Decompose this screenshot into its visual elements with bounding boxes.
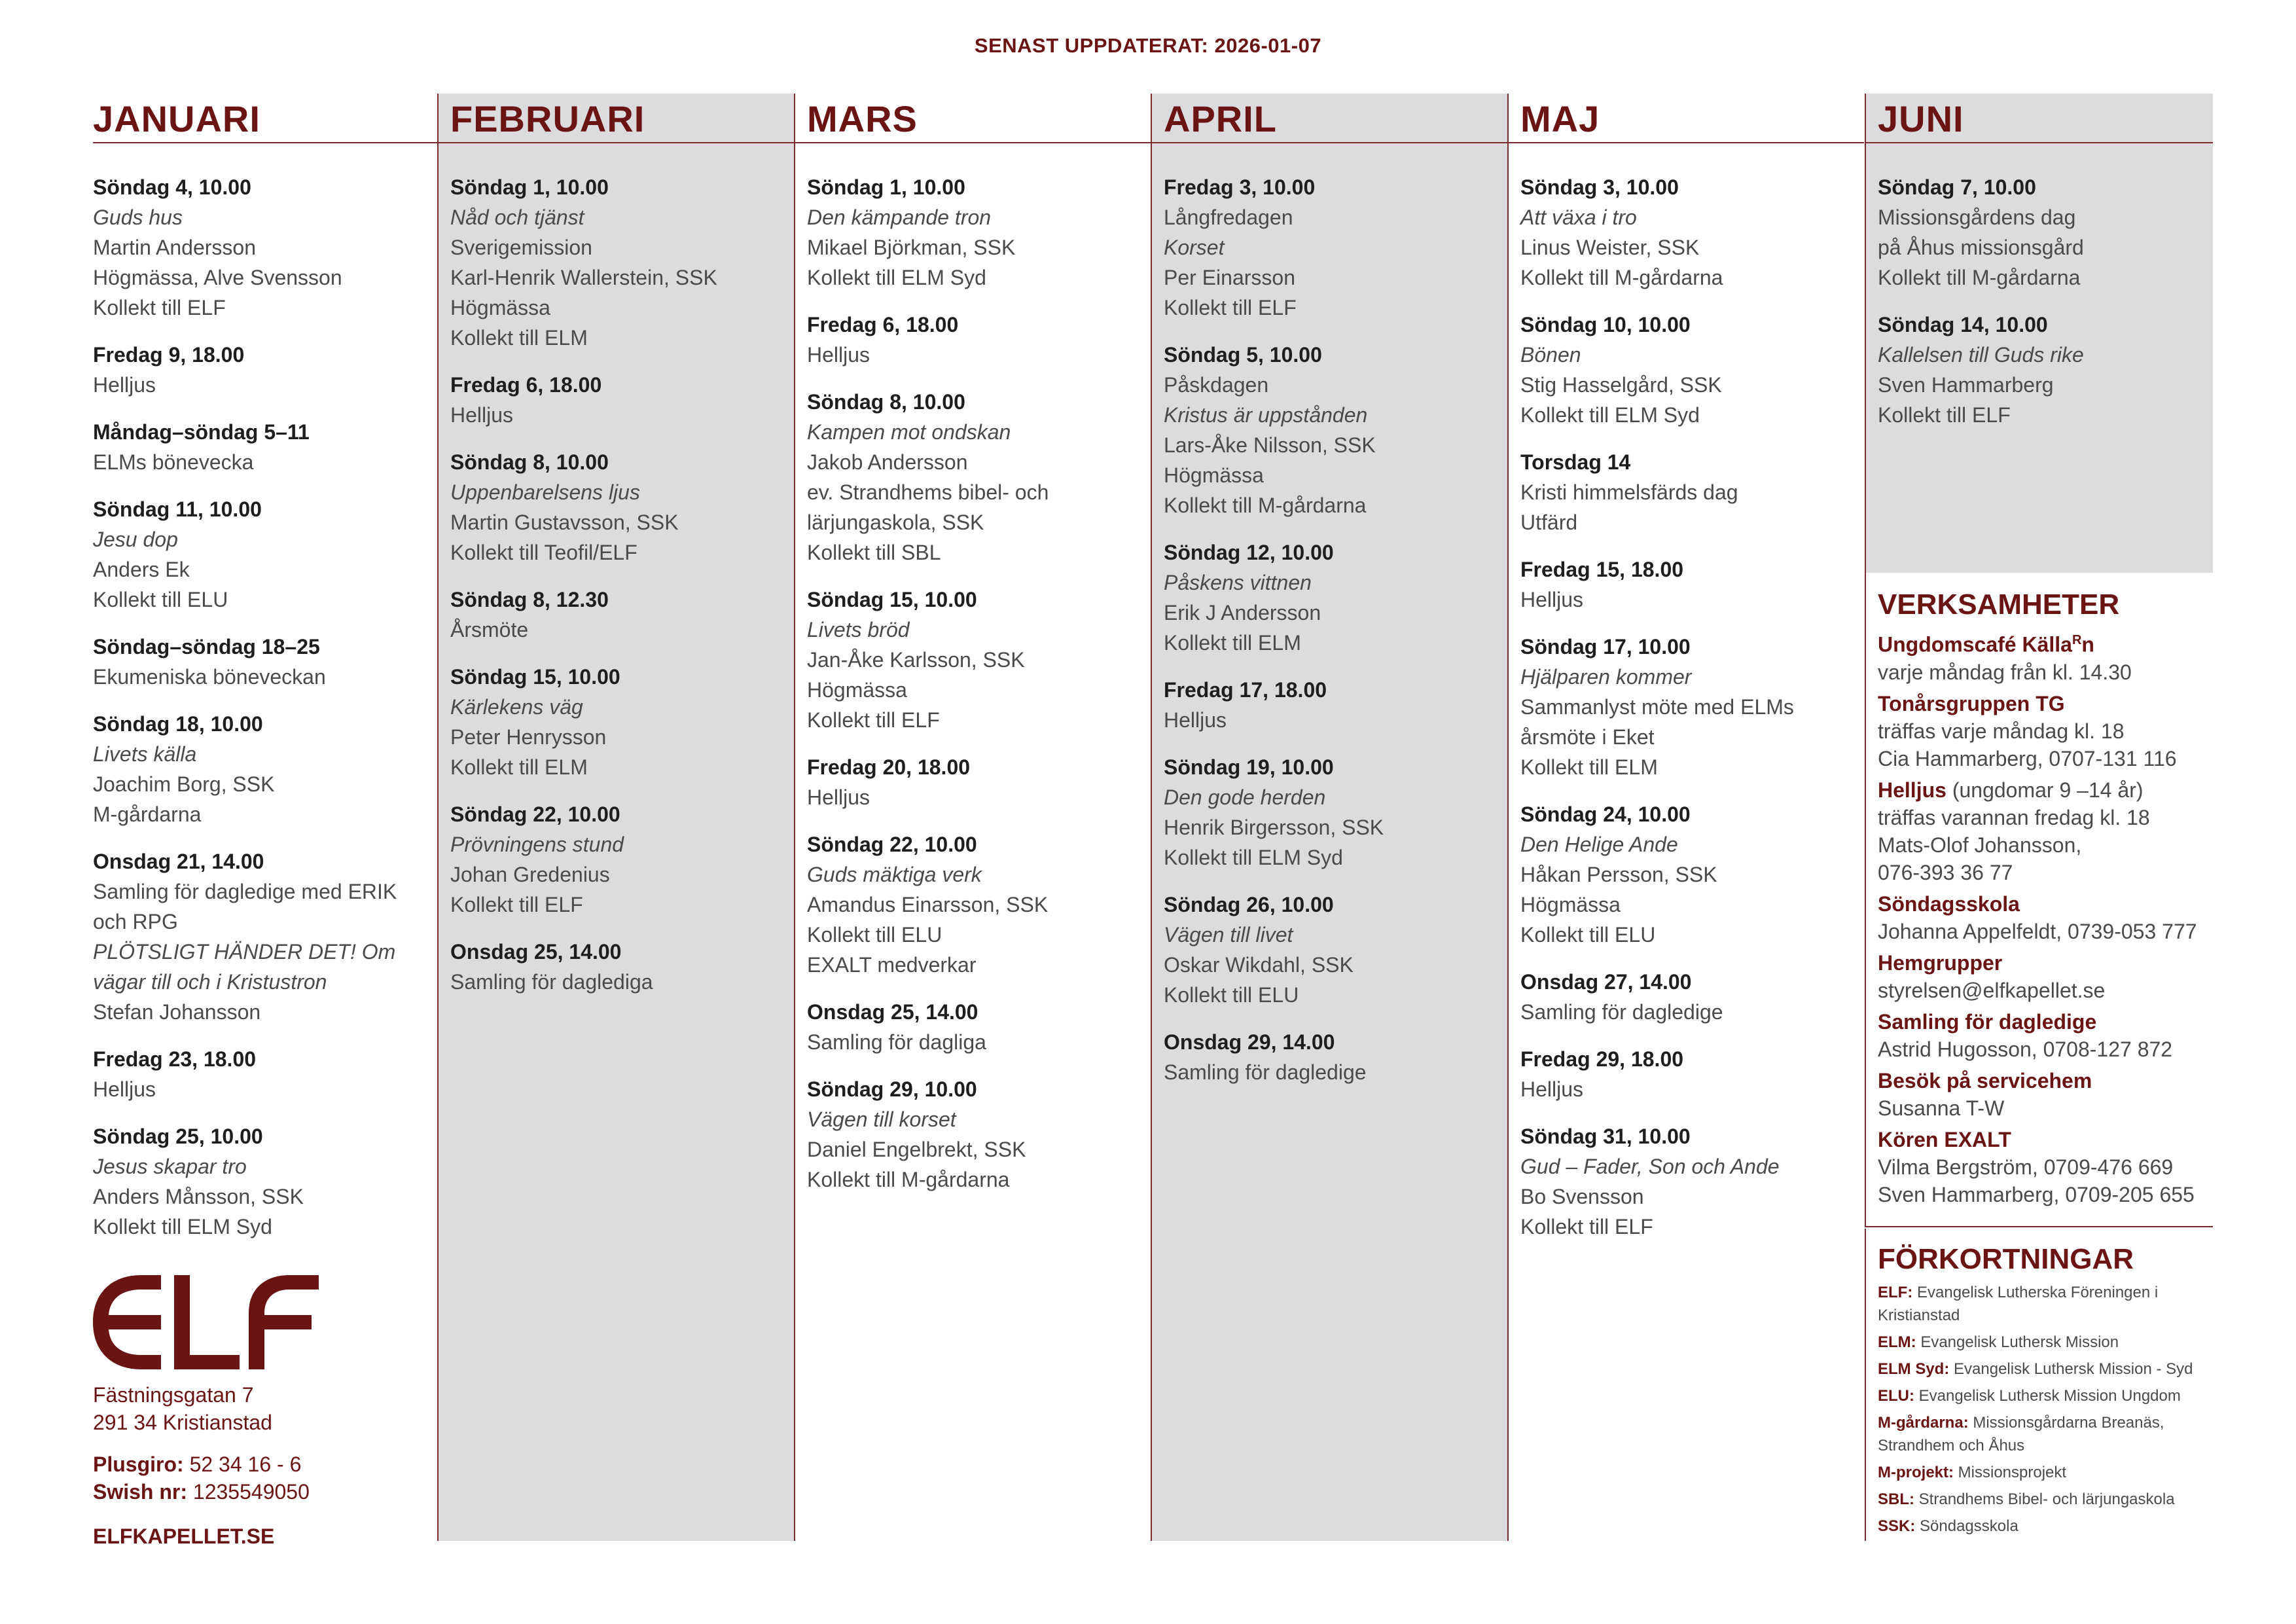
event-detail: Oskar Wikdahl, SSK	[1164, 953, 1354, 977]
abbreviation-item	[1878, 1384, 2213, 1407]
activity-item	[1878, 776, 2213, 886]
event	[1164, 340, 1507, 520]
event-date: Onsdag 29, 14.00	[1164, 1030, 1335, 1054]
event	[93, 1121, 450, 1242]
activity-name: Besök på servicehem	[1878, 1068, 2092, 1092]
event-date: Söndag 17, 10.00	[1520, 635, 1691, 659]
event-detail: årsmöte i Eket	[1520, 725, 1655, 749]
event-list	[439, 143, 794, 997]
event-detail: Ekumeniska böneveckan	[93, 665, 326, 689]
event-date: Söndag 26, 10.00	[1164, 893, 1334, 916]
event-date: Söndag 1, 10.00	[807, 175, 965, 199]
event-detail: Långfredagen	[1164, 206, 1293, 229]
event-list	[795, 143, 1151, 1195]
activity-name: Samling för dagledige	[1878, 1009, 2097, 1034]
activity-detail: träffas varannan fredag kl. 18	[1878, 805, 2150, 829]
event-theme: Prövningens stund	[450, 833, 624, 856]
activity-heading	[1878, 890, 2213, 918]
event-date: Fredag 6, 18.00	[450, 373, 602, 397]
event	[1520, 1044, 1864, 1104]
event	[1520, 1121, 1864, 1242]
event-detail: Martin Andersson	[93, 236, 257, 259]
abbreviation-item	[1878, 1411, 2213, 1457]
activity-name: Söndagsskola	[1878, 892, 2020, 916]
event-detail: Kollekt till ELU	[1164, 983, 1299, 1007]
activity-heading	[1878, 776, 2213, 804]
event-theme: Korset	[1164, 236, 1225, 259]
event-detail: M-gårdarna	[93, 803, 202, 826]
activity-detail: Mats-Olof Johansson,	[1878, 833, 2082, 857]
event-date: Söndag 11, 10.00	[93, 497, 262, 521]
event-detail: Anders Ek	[93, 558, 190, 581]
event-detail: Kollekt till M-gårdarna	[1164, 494, 1367, 517]
swish	[93, 1478, 310, 1506]
event-detail: Högmässa	[1164, 463, 1264, 487]
event-theme: Påskens vittnen	[1164, 571, 1312, 594]
event-detail: Kollekt till Teofil/ELF	[450, 541, 637, 564]
event-detail: Samling för dagledige	[1164, 1060, 1367, 1084]
event-date: Söndag 29, 10.00	[807, 1077, 977, 1101]
event	[1520, 310, 1864, 430]
activity-item	[1878, 949, 2213, 1004]
event-detail: Högmässa, Alve Svensson	[93, 266, 342, 289]
event	[1164, 890, 1507, 1010]
event	[807, 1074, 1151, 1195]
event-date: Onsdag 21, 14.00	[93, 850, 264, 873]
event	[1164, 1027, 1507, 1087]
event-date: Fredag 23, 18.00	[93, 1047, 257, 1071]
verksamheter-panel	[1865, 573, 2213, 1227]
event-detail: Kollekt till M-gårdarna	[1520, 266, 1723, 289]
abbreviation-meaning: Evangelisk Lutherska Föreningen i Kristianstad	[1878, 1284, 2159, 1324]
event-detail: och RPG	[93, 910, 178, 933]
event-date: Fredag 9, 18.00	[93, 343, 245, 367]
abbreviation-meaning: Missionsprojekt	[1958, 1464, 2067, 1481]
activity-detail: Vilma Bergström, 0709-476 669	[1878, 1155, 2174, 1179]
event-date: Söndag 8, 10.00	[450, 450, 609, 474]
event-theme: Den gode herden	[1164, 785, 1326, 809]
website-link[interactable]: ELFKAPELLET.SE	[93, 1525, 275, 1548]
abbreviation-code: M-gårdarna:	[1878, 1414, 1969, 1432]
verksamheter-title: VERKSAMHETER	[1878, 588, 2120, 621]
event	[807, 172, 1151, 293]
event-detail: Kollekt till ELM Syd	[93, 1215, 272, 1238]
event-date: Fredag 6, 18.00	[807, 313, 959, 336]
event-date: Onsdag 25, 14.00	[807, 1000, 978, 1024]
event-detail: EXALT medverkar	[807, 953, 977, 977]
event-detail: Håkan Persson, SSK	[1520, 863, 1717, 886]
event	[807, 752, 1151, 812]
activity-heading	[1878, 1126, 2213, 1153]
event-date: Söndag 1, 10.00	[450, 175, 609, 199]
event	[1520, 554, 1864, 615]
event-date: Söndag 22, 10.00	[807, 833, 977, 856]
event-date: Fredag 17, 18.00	[1164, 678, 1327, 702]
event-detail: Kollekt till ELU	[93, 588, 228, 611]
event	[93, 417, 450, 477]
event-theme: Kristus är uppstånden	[1164, 403, 1368, 427]
event-date: Torsdag 14	[1520, 450, 1631, 474]
event-date: Fredag 15, 18.00	[1520, 558, 1684, 581]
activity-detail: Sven Hammarberg, 0709-205 655	[1878, 1182, 2195, 1206]
event-detail: Per Einarsson	[1164, 266, 1295, 289]
activity-name: Kören EXALT	[1878, 1127, 2011, 1151]
forkortningar-panel	[1865, 1229, 2213, 1541]
event-detail: Jan-Åke Karlsson, SSK	[807, 648, 1025, 672]
abbreviation-item	[1878, 1281, 2213, 1327]
event-detail: Mikael Björkman, SSK	[807, 236, 1016, 259]
activity-detail: Cia Hammarberg, 0707-131 116	[1878, 746, 2177, 770]
event-theme: Den Helige Ande	[1520, 833, 1678, 856]
forkortningar-list	[1878, 1281, 2213, 1538]
event-detail: Kollekt till ELF	[1164, 296, 1297, 319]
event	[93, 632, 450, 692]
event-theme: Vägen till korset	[807, 1108, 956, 1131]
event	[1164, 537, 1507, 658]
elf-logo	[93, 1274, 319, 1374]
event-detail: Johan Gredenius	[450, 863, 610, 886]
abbreviation-item	[1878, 1461, 2213, 1484]
event-detail: Erik J Andersson	[1164, 601, 1321, 624]
activity-item	[1878, 626, 2213, 686]
event-detail: Henrik Birgersson, SSK	[1164, 816, 1384, 839]
event-theme: Uppenbarelsens ljus	[450, 480, 640, 504]
event-detail: Påskdagen	[1164, 373, 1269, 397]
event-date: Söndag 19, 10.00	[1164, 755, 1334, 779]
event-theme: Gud – Fader, Son och Ande	[1520, 1155, 1780, 1178]
event-detail: Joachim Borg, SSK	[93, 772, 275, 796]
event-theme: Att växa i tro	[1520, 206, 1637, 229]
event-theme: Kallelsen till Guds rike	[1878, 343, 2084, 367]
event-detail: Kollekt till ELM	[1520, 755, 1658, 779]
event	[807, 829, 1151, 980]
event-detail: Samling för dagledige	[1520, 1000, 1723, 1024]
event-date: Söndag 18, 10.00	[93, 712, 263, 736]
abbreviation-code: SSK:	[1878, 1517, 1916, 1535]
event	[93, 340, 450, 400]
abbreviation-code: ELM:	[1878, 1333, 1916, 1351]
event-theme: PLÖTSLIGT HÄNDER DET! Om	[93, 940, 396, 964]
event-date: Söndag 10, 10.00	[1520, 313, 1691, 336]
event-date: Söndag 12, 10.00	[1164, 541, 1334, 564]
event-date: Söndag 3, 10.00	[1520, 175, 1679, 199]
plusgiro-label: Plusgiro:	[93, 1453, 184, 1476]
event-detail: Kollekt till ELM Syd	[1520, 403, 1700, 427]
event-detail: Karl-Henrik Wallerstein, SSK	[450, 266, 717, 289]
event-list	[1152, 143, 1507, 1087]
event	[1164, 675, 1507, 735]
activity-detail: varje måndag från kl. 14.30	[1878, 660, 2132, 684]
event-detail: Bo Svensson	[1520, 1185, 1644, 1208]
event-detail: Linus Weister, SSK	[1520, 236, 1700, 259]
activity-name: Tonårsgruppen TG	[1878, 691, 2065, 715]
activity-name-end: n	[2081, 632, 2094, 657]
event	[93, 494, 450, 615]
abbreviation-code: ELU:	[1878, 1387, 1914, 1405]
abbreviation-meaning: Evangelisk Luthersk Mission Ungdom	[1918, 1387, 2181, 1405]
event-detail: Stig Hasselgård, SSK	[1520, 373, 1722, 397]
activity-heading	[1878, 626, 2213, 659]
event-detail: Kollekt till ELM	[450, 326, 588, 350]
event-theme: Jesus skapar tro	[93, 1155, 247, 1178]
activity-name-sup: R	[2072, 633, 2082, 647]
activity-item	[1878, 1126, 2213, 1208]
abbreviation-code: SBL:	[1878, 1490, 1914, 1508]
month-title: JUNI	[1866, 94, 2213, 143]
event-detail: Sammanlyst möte med ELMs	[1520, 695, 1794, 719]
activity-name: Ungdomscafé Källa	[1878, 632, 2072, 657]
event-date: Söndag 4, 10.00	[93, 175, 251, 199]
month-column-april	[1151, 94, 1507, 1541]
street-address: Fästningsgatan 7	[93, 1383, 254, 1407]
swish-label: Swish nr:	[93, 1480, 188, 1504]
abbreviation-item	[1878, 1488, 2213, 1511]
event-detail: Utfärd	[1520, 511, 1578, 534]
event	[450, 585, 794, 645]
event	[1520, 447, 1864, 537]
city-address: 291 34 Kristianstad	[93, 1411, 272, 1434]
event-detail: Missionsgårdens dag	[1878, 206, 2076, 229]
event-list	[1866, 143, 2213, 430]
event-detail: Kollekt till ELM	[450, 755, 588, 779]
event	[807, 310, 1151, 370]
activity-item	[1878, 1008, 2213, 1063]
event-detail: Stefan Johansson	[93, 1000, 261, 1024]
activity-detail: 076-393 36 77	[1878, 860, 2013, 884]
activity-name: Helljus	[1878, 778, 1946, 802]
abbreviation-meaning: Missionsgårdarna Breanäs, Strandhem och Åhus	[1878, 1414, 2164, 1454]
event-theme: Guds mäktiga verk	[807, 863, 982, 886]
event-detail: Helljus	[807, 343, 870, 367]
event	[1878, 310, 2213, 430]
event-date: Onsdag 25, 14.00	[450, 940, 622, 964]
event	[807, 997, 1151, 1057]
event-date: Söndag 8, 10.00	[807, 390, 965, 414]
event-detail: Årsmöte	[450, 618, 529, 641]
event-date: Söndag 5, 10.00	[1164, 343, 1322, 367]
month-column-march	[794, 94, 1151, 1541]
event-detail: Martin Gustavsson, SSK	[450, 511, 679, 534]
event	[450, 799, 794, 920]
event	[93, 846, 450, 1027]
event-theme: Kampen mot ondskan	[807, 420, 1011, 444]
event-date: Onsdag 27, 14.00	[1520, 970, 1692, 994]
event-date: Söndag 7, 10.00	[1878, 175, 2036, 199]
event	[1520, 632, 1864, 782]
swish-number: 1235549050	[187, 1480, 310, 1504]
event-detail: ev. Strandhems bibel- och	[807, 480, 1049, 504]
activity-item	[1878, 1067, 2213, 1122]
event-detail: på Åhus missionsgård	[1878, 236, 2084, 259]
event-detail: Helljus	[1164, 708, 1227, 732]
month-column-may	[1507, 94, 1864, 1541]
event-date: Söndag 24, 10.00	[1520, 803, 1691, 826]
event-theme: Vägen till livet	[1164, 923, 1293, 947]
event-detail: Peter Henrysson	[450, 725, 607, 749]
event	[1520, 799, 1864, 950]
abbreviation-code: M-projekt:	[1878, 1464, 1954, 1481]
event-date: Fredag 3, 10.00	[1164, 175, 1316, 199]
event-detail: Jakob Andersson	[807, 450, 968, 474]
event-detail: Kollekt till ELF	[1520, 1215, 1653, 1238]
event	[450, 662, 794, 782]
event	[1164, 172, 1507, 323]
activity-heading	[1878, 949, 2213, 977]
event-detail: Lars-Åke Nilsson, SSK	[1164, 433, 1376, 457]
event-theme: Kärlekens väg	[450, 695, 583, 719]
activity-heading	[1878, 1067, 2213, 1094]
event	[450, 172, 794, 353]
event-detail: Kollekt till ELU	[807, 923, 942, 947]
verksamheter-list	[1878, 626, 2213, 1208]
event-theme: Livets källa	[93, 742, 197, 766]
event-detail: Kollekt till ELM Syd	[1164, 846, 1343, 869]
event-theme: Den kämpande tron	[807, 206, 992, 229]
event-date: Söndag 31, 10.00	[1520, 1125, 1691, 1148]
event-date: Fredag 20, 18.00	[807, 755, 971, 779]
event-date: Söndag 15, 10.00	[450, 665, 620, 689]
event-detail: Anders Månsson, SSK	[93, 1185, 304, 1208]
activity-detail: Susanna T-W	[1878, 1096, 2005, 1120]
activity-detail: Astrid Hugosson, 0708-127 872	[1878, 1037, 2173, 1061]
month-column-june	[1865, 94, 2213, 573]
event-detail: Kollekt till M-gårdarna	[1878, 266, 2081, 289]
event	[1520, 172, 1864, 293]
month-column-february	[437, 94, 794, 1541]
activity-heading	[1878, 1008, 2213, 1036]
activity-note: (ungdomar 9 –14 år)	[1946, 778, 2144, 802]
event-list	[93, 143, 450, 1242]
event-detail: Helljus	[450, 403, 514, 427]
event-date: Söndag–söndag 18–25	[93, 635, 320, 659]
abbreviation-code: ELM Syd:	[1878, 1360, 1950, 1378]
event-date: Söndag 14, 10.00	[1878, 313, 2048, 336]
event-date: Fredag 29, 18.00	[1520, 1047, 1684, 1071]
event-detail: lärjungaskola, SSK	[807, 511, 984, 534]
plusgiro	[93, 1451, 310, 1478]
abbreviation-item	[1878, 1331, 2213, 1354]
event	[93, 709, 450, 829]
plusgiro-number: 52 34 16 - 6	[183, 1453, 302, 1476]
abbreviation-code: ELF:	[1878, 1284, 1913, 1301]
event-detail: Helljus	[93, 373, 156, 397]
event	[450, 447, 794, 568]
event-detail: Kollekt till ELF	[807, 708, 940, 732]
abbreviation-meaning: Strandhems Bibel- och lärjungaskola	[1918, 1490, 2175, 1508]
event-detail: Högmässa	[1520, 893, 1621, 916]
event	[1878, 172, 2213, 293]
event-date: Söndag 15, 10.00	[807, 588, 977, 611]
event-detail: Amandus Einarsson, SSK	[807, 893, 1049, 916]
event	[450, 370, 794, 430]
month-title: APRIL	[1152, 94, 1507, 143]
event-detail: Sven Hammarberg	[1878, 373, 2054, 397]
event-detail: Kollekt till ELM	[1164, 631, 1301, 655]
event-list	[1509, 143, 1864, 1242]
event-theme: Jesu dop	[93, 528, 178, 551]
event-detail: Högmässa	[807, 678, 907, 702]
activity-item	[1878, 890, 2213, 945]
activity-detail: Johanna Appelfeldt, 0739-053 777	[1878, 919, 2197, 943]
activity-detail: styrelsen@elfkapellet.se	[1878, 978, 2106, 1002]
event-detail: Samling för daglediga	[450, 970, 653, 994]
abbreviation-item	[1878, 1358, 2213, 1380]
event	[807, 387, 1151, 568]
event	[1520, 967, 1864, 1027]
abbreviation-meaning: Evangelisk Luthersk Mission - Syd	[1954, 1360, 2193, 1378]
event-detail: Kollekt till ELF	[1878, 403, 2011, 427]
event-date: Söndag 25, 10.00	[93, 1125, 263, 1148]
event-date: Söndag 22, 10.00	[450, 803, 620, 826]
event-detail: Kollekt till ELF	[450, 893, 583, 916]
event-detail: Helljus	[1520, 1077, 1584, 1101]
month-title: FEBRUARI	[439, 94, 794, 143]
month-title: JANUARI	[93, 94, 450, 143]
event-detail: Helljus	[807, 785, 870, 809]
event-detail: Helljus	[93, 1077, 156, 1101]
event-detail: Kollekt till SBL	[807, 541, 941, 564]
event	[93, 1044, 450, 1104]
event-theme: Nåd och tjänst	[450, 206, 584, 229]
event-theme: Guds hus	[93, 206, 183, 229]
event-detail: Sverigemission	[450, 236, 592, 259]
forkortningar-title: FÖRKORTNINGAR	[1878, 1243, 2134, 1275]
event-date: Söndag 8, 12.30	[450, 588, 609, 611]
month-title: MAJ	[1509, 94, 1864, 143]
event-detail: Samling för dagledige med ERIK	[93, 880, 397, 903]
abbreviation-meaning: Söndagsskola	[1920, 1517, 2018, 1535]
event-theme: Bönen	[1520, 343, 1581, 367]
activity-detail: träffas varje måndag kl. 18	[1878, 719, 2125, 743]
event-detail: Daniel Engelbrekt, SSK	[807, 1138, 1026, 1161]
event	[450, 937, 794, 997]
event-detail: Kristi himmelsfärds dag	[1520, 480, 1738, 504]
event-detail: Högmässa	[450, 296, 550, 319]
event-detail: Kollekt till ELF	[93, 296, 226, 319]
event-detail: Kollekt till ELM Syd	[807, 266, 986, 289]
abbreviation-meaning: Evangelisk Luthersk Mission	[1920, 1333, 2119, 1351]
event-detail: Samling för dagliga	[807, 1030, 986, 1054]
abbreviation-item	[1878, 1515, 2213, 1538]
event-theme: Livets bröd	[807, 618, 910, 641]
last-updated: SENAST UPPDATERAT: 2026-01-07	[974, 34, 1322, 57]
event	[807, 585, 1151, 735]
activity-name: Hemgrupper	[1878, 950, 2003, 975]
event-detail: Kollekt till ELU	[1520, 923, 1656, 947]
event-detail: Kollekt till M-gårdarna	[807, 1168, 1010, 1191]
event-detail: Helljus	[1520, 588, 1584, 611]
event-date: Måndag–söndag 5–11	[93, 420, 310, 444]
event-theme: Hjälparen kommer	[1520, 665, 1692, 689]
activity-heading	[1878, 690, 2213, 717]
month-title: MARS	[795, 94, 1151, 143]
activity-item	[1878, 690, 2213, 772]
event	[93, 172, 450, 323]
event-detail: ELMs bönevecka	[93, 450, 254, 474]
event-theme: vägar till och i Kristustron	[93, 970, 327, 994]
event	[1164, 752, 1507, 873]
contact-info	[93, 1381, 310, 1550]
